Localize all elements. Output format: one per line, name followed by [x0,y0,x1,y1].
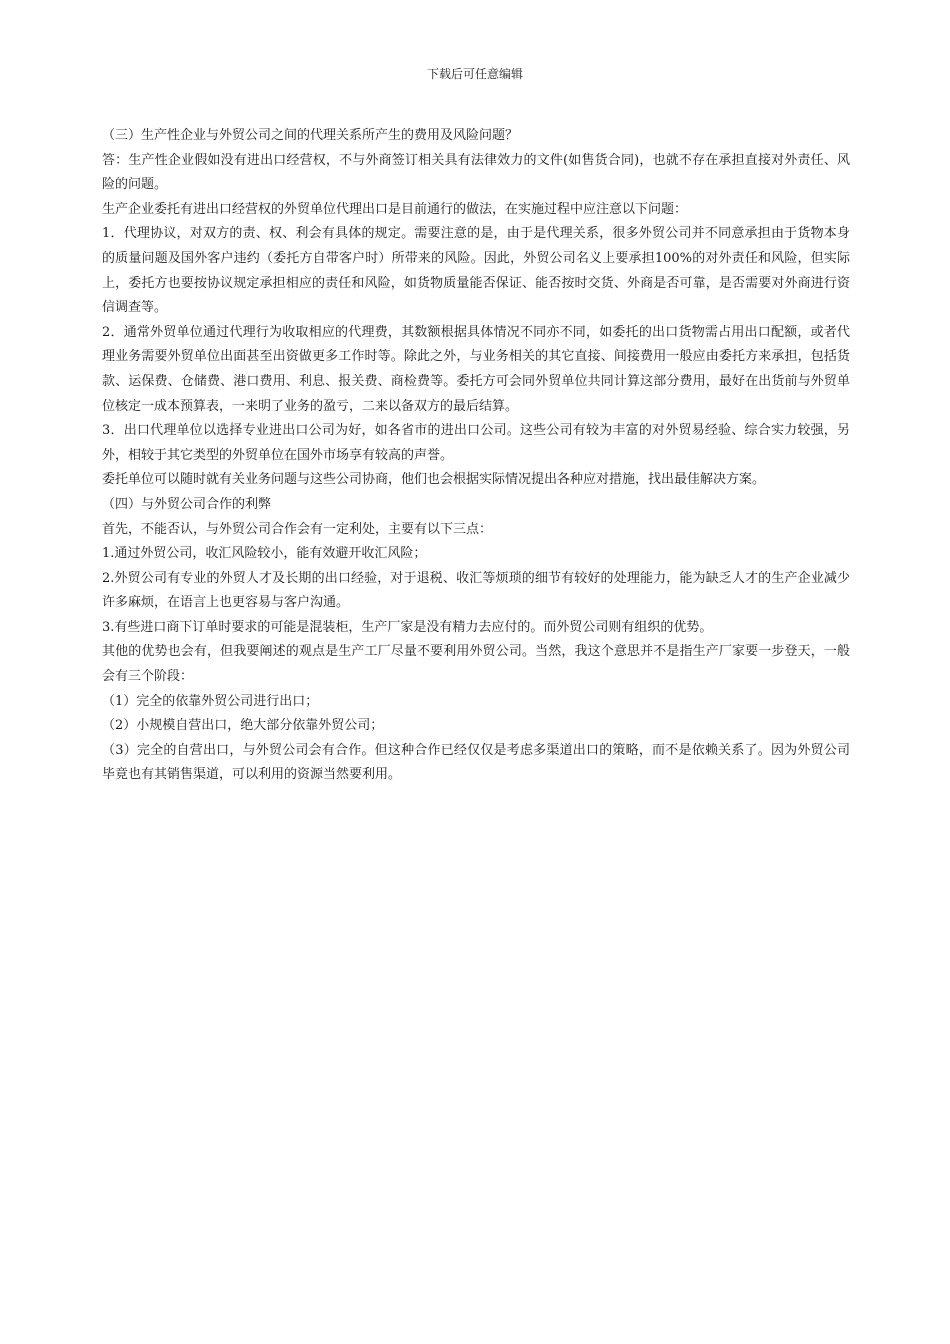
body-paragraph: 委托单位可以随时就有关业务问题与这些公司协商，他们也会根据实际情况提出各种应对措施，找出最佳解决方案。 [102,472,766,488]
list-item-advantage-1: 1.通过外贸公司，收汇风险较小，能有效避开收汇风险； [102,546,427,562]
list-item-advantage-3: 3.有些进口商下订单时要求的可能是混装柜，生产厂家是没有精力去应付的。而外贸公司则有组织的优势。 [102,619,713,635]
body-paragraph: 其他的优势也会有，但我要阐述的观点是生产工厂尽量不要利用外贸公司。当然，我这个意思并不是指生产厂家要一步登天，一般会有三个阶段： [102,644,850,685]
section-heading-4: （四）与外贸公司合作的利弊 [102,496,272,512]
list-item-choose-agent: 3．出口代理单位以选择专业进出口公司为好，如各省市的进出口公司。这些公司有较为丰富的对外贸易经验、综合实力较强，另外，相较于其它类型的外贸单位在国外市场享有较高的声誉。 [102,423,850,463]
answer-paragraph: 答：生产性企业假如没有进出口经营权，不与外商签订相关具有法律效力的文件(如售货合同)，也就不存在承担直接对外责任、风险的问题。 [102,152,850,193]
page-header: 下载后可任意编辑 [426,67,523,81]
document-body [102,124,850,788]
list-item-stage-1: （1）完全的依靠外贸公司进行出口； [102,693,319,709]
list-item-stage-2: （2）小规模自营出口，绝大部分依靠外贸公司； [102,718,384,734]
list-item-advantage-2: 2.外贸公司有专业的外贸人才及长期的出口经验，对于退税、收汇等烦琐的细节有较好的处理能力，能为缺乏人才的生产企业减少许多麻烦，在语言上也更容易与客户沟通。 [102,570,850,611]
section-heading-3: （三）生产性企业与外贸公司之间的代理关系所产生的费用及风险问题？ [102,128,519,143]
list-item-agency-agreement: 1．代理协议，对双方的责、权、利会有具体的规定。需要注意的是，由于是代理关系，很多外贸公司并不同意承担由于货物本身的质量问题及国外客户违约（委托方自带客户时）所带来的风险。因此，外贸公司名义上要承担100%的对外责任和风险，但实际上，委托方也要按协议规定承担相应的责任和风险，如货物质量能否保证、能否按时交货、外商是否可靠，是否需要对外商进行资信调查等。 [102,226,850,316]
list-item-stage-3: （3）完全的自营出口，与外贸公司会有合作。但这种合作已经仅仅是考虑多渠道出口的策略，而不是依赖关系了。因为外贸公司毕竟也有其销售渠道，可以利用的资源当然要利用。 [102,742,850,783]
body-paragraph: 首先，不能否认，与外贸公司合作会有一定利处，主要有以下三点： [102,521,493,537]
list-item-agency-fee: 2．通常外贸单位通过代理行为收取相应的代理费，其数额根据具体情况不同亦不同，如委托的出口货物需占用出口配额，或者代理业务需要外贸单位出面甚至出资做更多工作时等。除此之外，与业务相关的其它直接、间接费用一般应由委托方来承担，包括货款、运保费、仓储费、港口费用、利息、报关费、商检费等。委托方可会同外贸单位共同计算这部分费用，最好在出货前与外贸单位核定一成本预算表，一来明了业务的盈亏，二来以备双方的最后结算。 [102,324,850,414]
intro-paragraph: 生产企业委托有进出口经营权的外贸单位代理出口是目前通行的做法，在实施过程中应注意以下问题： [102,201,688,217]
